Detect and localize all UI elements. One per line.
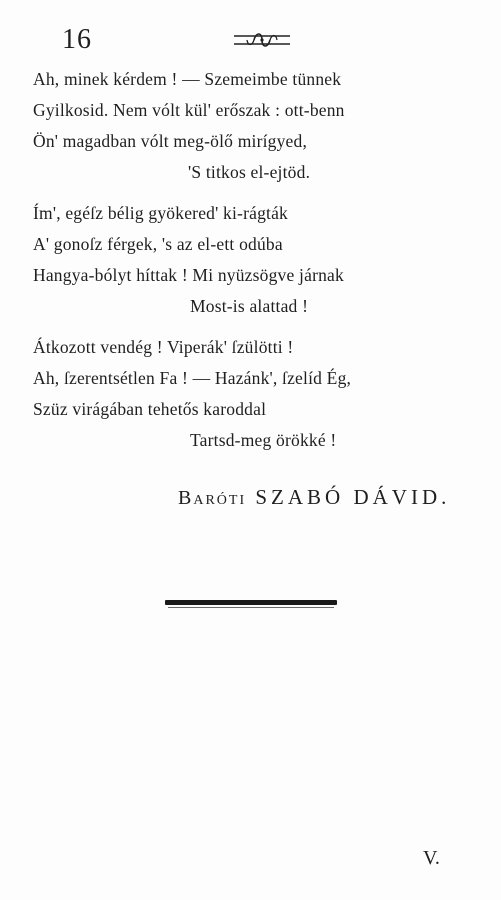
closing-rule-thin [168,607,334,608]
poem-line: Ím', egéſz bélig gyökered' ki-rágták [33,203,289,223]
printers-flourish-ornament [232,28,292,52]
author-first-name: Baróti [178,487,247,509]
poem-line: Ah, ſzerentsétlen Fa ! — Hazánk', ſzelíd Ég, [33,368,352,388]
poem-line: Most-is alattad ! [190,296,309,316]
poem-line: Átkozott vendég ! Viperák' ſzülötti ! [33,337,294,357]
poem-line: 'S titkos el-ejtöd. [188,162,311,182]
author-last-name: SZABÓ DÁVID. [255,485,451,509]
poem-line: Hangya-bólyt híttak ! Mi nyüzsögve járnak [33,265,344,285]
poem-line: Szüz virágában tehetős karoddal [33,399,267,419]
poem-line: Gyilkosid. Nem vólt kül' erőszak : ott-benn [33,100,345,120]
poem-line: Ah, minek kérdem ! — Szemeimbe tünnek [33,69,342,89]
poem-line: Ön' magadban vólt meg-ölő mirígyed, [33,131,308,151]
poem-line: Tartsd-meg örökké ! [190,430,337,450]
page-number: 16 [62,24,92,55]
poem-line: A' gonoſz férgek, 's az el-ett odúba [33,234,283,254]
closing-rule [165,600,337,605]
printer-signature-mark: V. [423,847,440,869]
author-signature [178,487,450,508]
